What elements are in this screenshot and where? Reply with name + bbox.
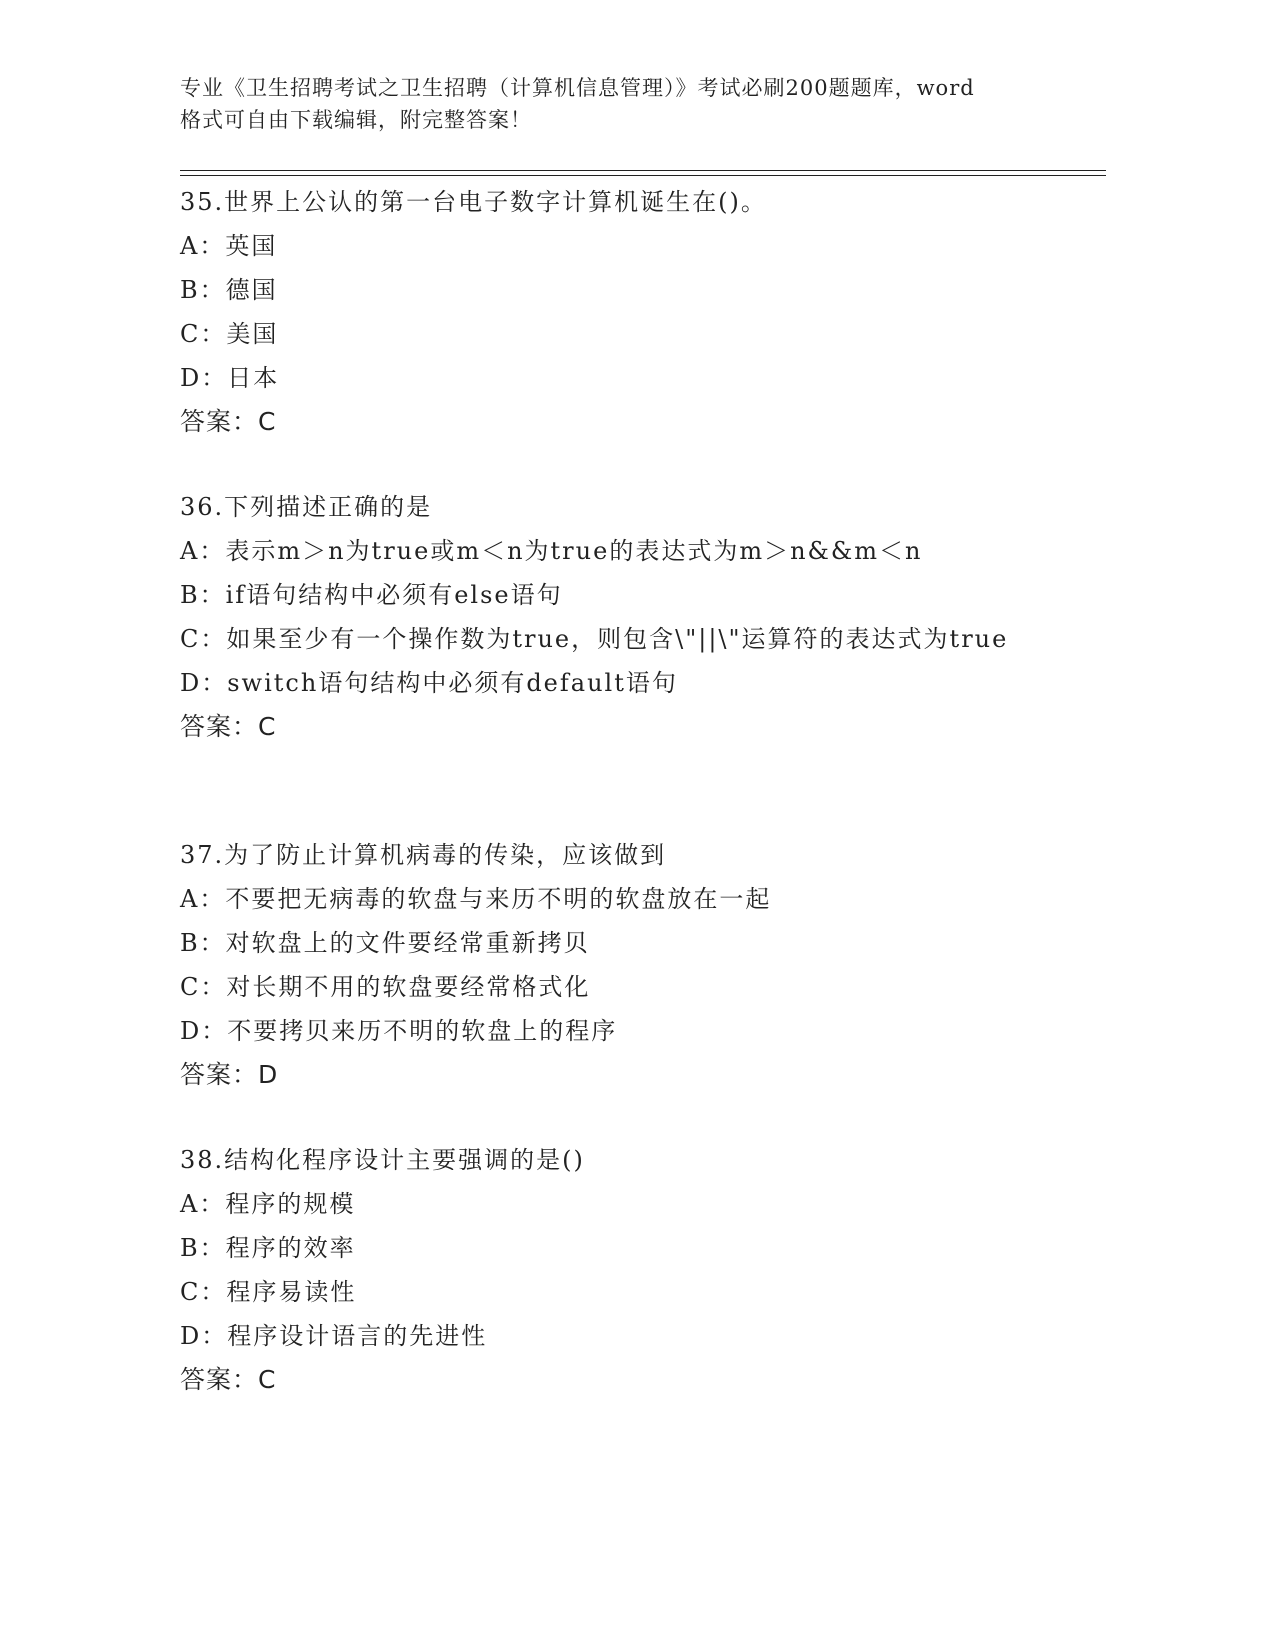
header-divider-top xyxy=(180,170,1106,171)
option-a: A：表示m＞n为true或m＜n为true的表达式为m＞n&&m＜n xyxy=(180,537,923,565)
option-a: A：英国 xyxy=(180,232,278,260)
option-c: C：对长期不用的软盘要经常格式化 xyxy=(180,973,591,1001)
question-37 xyxy=(180,833,1060,1097)
option-c: C：程序易读性 xyxy=(180,1278,357,1306)
question-stem: 35.世界上公认的第一台电子数字计算机诞生在()。 xyxy=(180,188,767,216)
option-b: B：德国 xyxy=(180,276,278,304)
answer-line: 答案：D xyxy=(180,1060,279,1089)
question-stem: 36.下列描述正确的是 xyxy=(180,493,433,521)
option-d: D：程序设计语言的先进性 xyxy=(180,1322,488,1350)
option-a: A：程序的规模 xyxy=(180,1190,356,1218)
document-header xyxy=(180,72,1080,136)
option-b: B：对软盘上的文件要经常重新拷贝 xyxy=(180,929,590,957)
question-stem: 37.为了防止计算机病毒的传染，应该做到 xyxy=(180,841,667,869)
question-38 xyxy=(180,1138,1060,1402)
option-b: B：程序的效率 xyxy=(180,1234,356,1262)
answer-line: 答案：C xyxy=(180,712,277,741)
option-b: B：if语句结构中必须有else语句 xyxy=(180,581,563,609)
option-c: C：美国 xyxy=(180,320,279,348)
header-divider-bottom xyxy=(180,175,1106,176)
header-line-1: 专业《卫生招聘考试之卫生招聘（计算机信息管理）》考试必刷200题题库，word xyxy=(180,76,975,100)
option-c: C：如果至少有一个操作数为true，则包含\"||\"运算符的表达式为true xyxy=(180,625,1009,653)
option-a: A：不要把无病毒的软盘与来历不明的软盘放在一起 xyxy=(180,885,772,913)
option-d: D：switch语句结构中必须有default语句 xyxy=(180,669,678,697)
answer-line: 答案：C xyxy=(180,1365,277,1394)
answer-line: 答案：C xyxy=(180,407,277,436)
question-stem: 38.结构化程序设计主要强调的是() xyxy=(180,1146,585,1174)
question-35 xyxy=(180,180,1060,444)
header-line-2: 格式可自由下载编辑，附完整答案！ xyxy=(180,108,532,132)
option-d: D：日本 xyxy=(180,364,280,392)
option-d: D：不要拷贝来历不明的软盘上的程序 xyxy=(180,1017,618,1045)
question-36 xyxy=(180,485,1060,749)
